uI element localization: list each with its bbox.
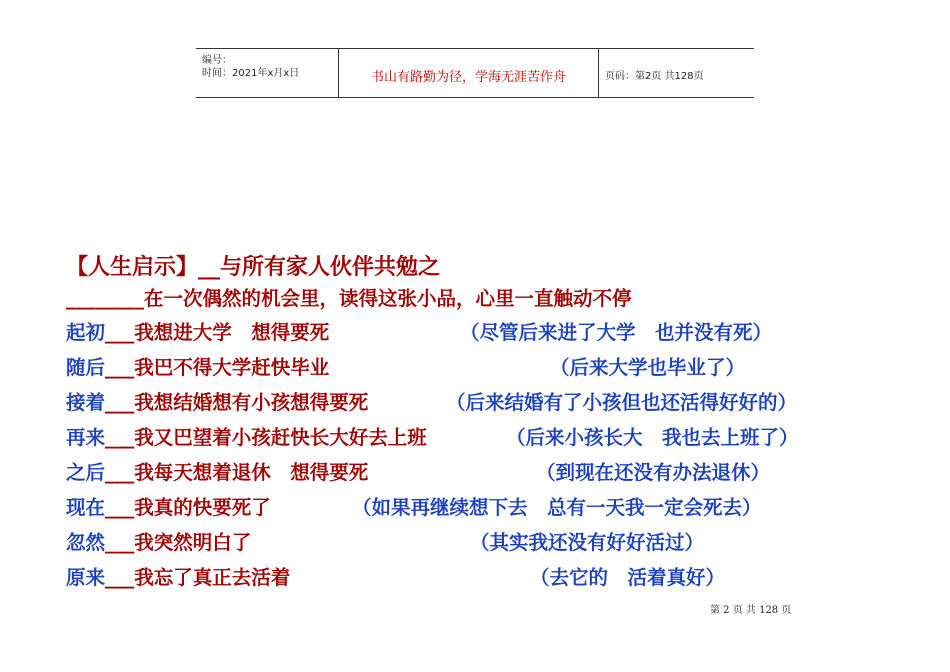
line-main: 我想结婚想有小孩想得要死: [134, 391, 369, 414]
line-label: 忽然: [66, 531, 106, 554]
line-main: 我真的快要死了: [134, 496, 271, 519]
line-label: 现在: [66, 496, 106, 519]
line-blank: ___: [105, 566, 135, 589]
line-main: 我巴不得大学赶快毕业: [134, 356, 330, 379]
header-page-cell: [599, 49, 754, 97]
line-label: 之后: [66, 461, 106, 484]
title-rest: __与所有家人伙伴共勉之: [198, 255, 441, 280]
intro-line: [66, 282, 632, 316]
header-motto-cell: [339, 49, 599, 97]
line-blank: ___: [105, 531, 135, 554]
line-main: 我忘了真正去活着: [134, 566, 291, 589]
line-label: 起初: [66, 321, 106, 344]
line-note: （如果再继续想下去 总有一天我一定会死去）: [352, 496, 762, 519]
line-label: 接着: [66, 391, 106, 414]
header-meta-cell: [196, 49, 339, 97]
line-label: 原来: [66, 566, 106, 589]
page-info: 页码：第2页 共128页: [605, 71, 704, 82]
line-main: 我又巴望着小孩赶快长大好去上班: [134, 426, 427, 449]
list-item: [66, 561, 726, 595]
line-blank: ___: [105, 461, 135, 484]
intro-blank: ________: [66, 287, 144, 310]
line-label: 随后: [66, 356, 106, 379]
document-header: [196, 48, 754, 98]
line-note: （后来大学也毕业了）: [550, 356, 746, 379]
intro-text: 在一次偶然的机会里，读得这张小品，心里一直触动不停: [144, 287, 632, 310]
line-note: （到现在还没有办法退休）: [536, 461, 771, 484]
list-item: [66, 526, 705, 560]
line-note: （去它的 活着真好）: [530, 566, 726, 589]
page-title: [66, 250, 440, 281]
motto-text: 书山有路勤为径，学海无涯苦作舟: [370, 70, 566, 85]
line-blank: ___: [105, 391, 135, 414]
number-label: 编号：: [202, 55, 232, 66]
line-note: （其实我还没有好好活过）: [470, 531, 705, 554]
line-blank: ___: [105, 426, 135, 449]
line-note: （尽管后来进了大学 也并没有死）: [460, 321, 773, 344]
line-main: 我每天想着退休 想得要死: [134, 461, 369, 484]
list-item: [66, 351, 746, 385]
line-blank: ___: [105, 356, 135, 379]
time-label: 时间：2021年x月x日: [202, 68, 300, 79]
line-main: 我突然明白了: [134, 531, 252, 554]
page-footer: 第 2 页 共 128 页: [710, 605, 792, 616]
list-item: [66, 421, 799, 455]
line-label: 再来: [66, 426, 106, 449]
list-item: [66, 456, 771, 490]
list-item: [66, 386, 798, 420]
line-blank: ___: [105, 321, 135, 344]
line-main: 我想进大学 想得要死: [134, 321, 330, 344]
list-item: [66, 491, 762, 525]
title-bracketed: 【人生启示】: [66, 255, 199, 280]
line-note: （后来小孩长大 我也去上班了）: [506, 426, 799, 449]
line-blank: ___: [105, 496, 135, 519]
line-note: （后来结婚有了小孩但也还活得好好的）: [446, 391, 798, 414]
list-item: [66, 316, 773, 350]
